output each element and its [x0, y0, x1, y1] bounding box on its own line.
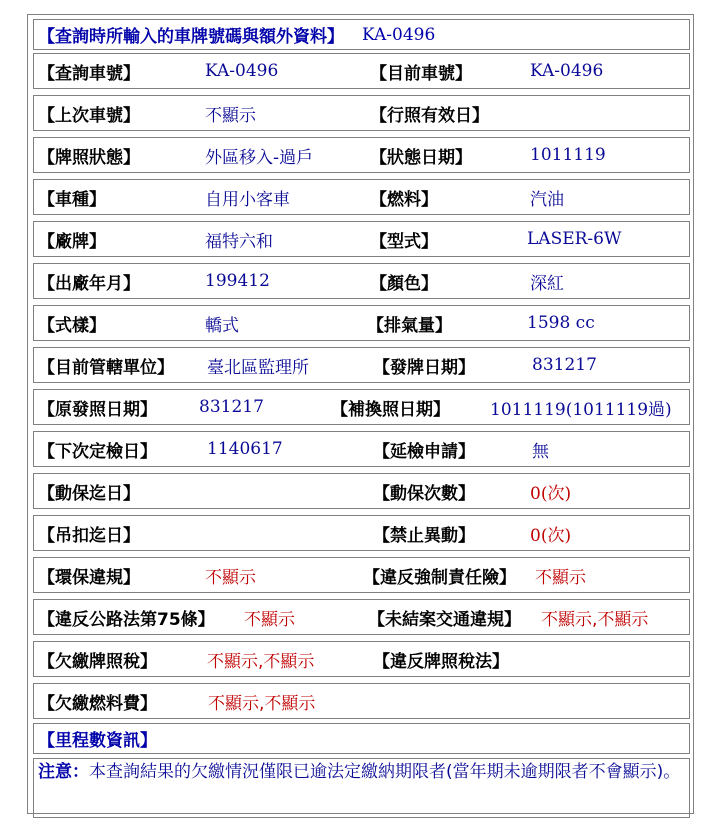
- row-value: KA-0496: [205, 61, 279, 81]
- row-label: 【型式】: [370, 231, 438, 252]
- row-label: 【吊扣迄日】: [38, 525, 140, 546]
- row-value: 不顯示: [205, 567, 256, 588]
- row-label: 【顏色】: [370, 273, 438, 294]
- table-row: [33, 431, 690, 467]
- row-label: 【動保次數】: [373, 483, 475, 504]
- table-row: [33, 53, 690, 89]
- row-value: 1011119: [530, 145, 606, 165]
- row-label: 【車種】: [38, 189, 106, 210]
- row-label: 【牌照狀態】: [38, 147, 140, 168]
- row-value: 不顯示,不顯示: [207, 651, 315, 672]
- row-label: 【發牌日期】: [373, 357, 475, 378]
- mileage-label: 【里程數資訊】: [38, 731, 157, 751]
- table-row: [33, 347, 690, 383]
- row-value: 汽油: [530, 189, 564, 210]
- table-row: [33, 221, 690, 257]
- row-label: 【禁止異動】: [373, 525, 475, 546]
- table-row: [33, 95, 690, 131]
- table-row: [33, 137, 690, 173]
- header-label: 【查詢時所輸入的車牌號碼與額外資料】: [38, 27, 344, 47]
- row-value: 深紅: [530, 273, 564, 294]
- row-label: 【燃料】: [370, 189, 438, 210]
- row-value: 自用小客車: [205, 189, 290, 210]
- row-value: KA-0496: [530, 61, 604, 81]
- table-row: [33, 389, 690, 425]
- row-label: 【動保迄日】: [38, 483, 140, 504]
- row-label: 【違反公路法第75條】: [38, 609, 215, 630]
- table-row: [33, 263, 690, 299]
- row-value: 831217: [199, 397, 264, 417]
- row-value: 福特六和: [205, 231, 273, 252]
- row-label: 【排氣量】: [367, 315, 452, 336]
- row-value: 不顯示,不顯示: [541, 609, 649, 630]
- row-value: 無: [532, 441, 549, 462]
- row-label: 【式樣】: [38, 315, 106, 336]
- row-value: 831217: [532, 355, 597, 375]
- row-label: 【違反牌照稅法】: [373, 651, 509, 672]
- row-value: 不顯示: [205, 105, 256, 126]
- row-value: 0(次): [530, 483, 572, 504]
- header-plate: KA-0496: [362, 24, 436, 45]
- row-value: LASER-6W: [527, 229, 622, 249]
- table-row: [33, 473, 690, 509]
- row-label: 【欠繳燃料費】: [38, 693, 157, 714]
- row-value: 轎式: [205, 315, 239, 336]
- row-label: 【補換照日期】: [331, 399, 450, 420]
- row-label: 【違反強制責任險】: [363, 567, 516, 588]
- notice-box: [33, 758, 690, 818]
- row-value: 199412: [205, 271, 270, 291]
- mileage-row: [33, 723, 690, 754]
- table-row: [33, 683, 690, 719]
- row-label: 【下次定檢日】: [38, 441, 157, 462]
- row-label: 【目前車號】: [370, 63, 472, 84]
- row-value: 臺北區監理所: [207, 357, 309, 378]
- row-value: 0(次): [530, 525, 572, 546]
- row-value: 外區移入-過戶: [205, 147, 314, 168]
- header-row: [33, 19, 690, 50]
- row-label: 【行照有效日】: [370, 105, 489, 126]
- table-row: [33, 179, 690, 215]
- table-row: [33, 515, 690, 551]
- row-label: 【廠牌】: [38, 231, 106, 252]
- row-label: 【原發照日期】: [38, 399, 157, 420]
- row-value: 1598 cc: [527, 313, 595, 333]
- row-label: 【延檢申請】: [373, 441, 475, 462]
- table-row: [33, 557, 690, 593]
- table-row: [33, 599, 690, 635]
- row-value: 1140617: [207, 439, 283, 459]
- table-row: [33, 305, 690, 341]
- row-label: 【出廠年月】: [38, 273, 140, 294]
- row-value: 不顯示: [244, 609, 295, 630]
- row-value: 不顯示,不顯示: [208, 693, 316, 714]
- row-value: 1011119(1011119過): [490, 399, 672, 420]
- row-label: 【目前管轄單位】: [38, 357, 174, 378]
- row-label: 【未結案交通違規】: [368, 609, 521, 630]
- notice-label: 注意：: [38, 762, 89, 782]
- row-label: 【狀態日期】: [370, 147, 472, 168]
- notice-text: 本查詢結果的欠繳情況僅限已逾法定繳納期限者(當年期未逾期限者不會顯示)。: [89, 762, 681, 782]
- row-label: 【環保違規】: [38, 567, 140, 588]
- row-value: 不顯示: [535, 567, 586, 588]
- table-row: [33, 641, 690, 677]
- row-label: 【查詢車號】: [38, 63, 140, 84]
- row-label: 【上次車號】: [38, 105, 140, 126]
- row-label: 【欠繳牌照稅】: [38, 651, 157, 672]
